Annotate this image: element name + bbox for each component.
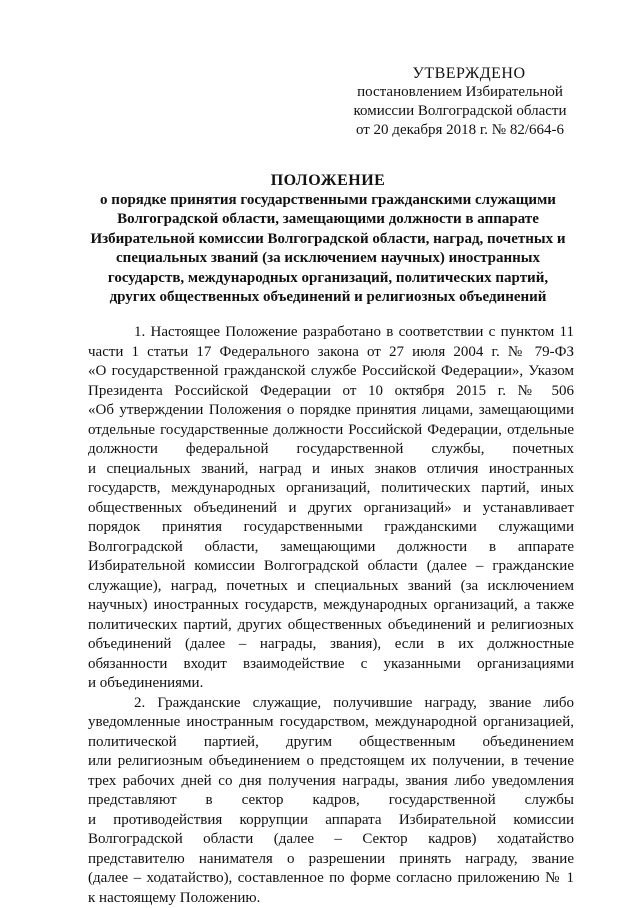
title-line: специальных званий (за исключением научных) иностранных — [88, 249, 568, 269]
paragraph-line: трех рабочих дней со дня получения награды, звания либо уведомления — [88, 772, 574, 792]
paragraph-line: политических партий, других общественных объединений и религиозных — [88, 616, 574, 636]
paragraph-line: (далее – ходатайство), составленное по форме согласно приложению № 1 — [88, 869, 574, 889]
paragraph-line: государств, международных организаций, политических партий, иных — [88, 479, 574, 499]
paragraph-line: объединений (далее – награды, звания), если в их должностные — [88, 635, 574, 655]
paragraph-line: или религиозным объединением о предстоящем их получении, в течение — [88, 752, 574, 772]
paragraph-line: политической партией, другим общественным объединением — [88, 733, 574, 753]
paragraph-2 — [88, 694, 574, 908]
title-line: Избирательной комиссии Волгоградской области, наград, почетных и — [88, 230, 568, 250]
paragraph-line: обязанности входит взаимодействие с указанными организациями — [88, 655, 574, 675]
approval-line: постановлением Избирательной — [330, 83, 590, 102]
paragraph-line: Волгоградской области (далее – Сектор кадров) ходатайство — [88, 830, 574, 850]
paragraph-line: Волгоградской области, замещающими должности в аппарате — [88, 538, 574, 558]
paragraph-line: 2. Гражданские служащие, получившие награду, звание либо — [88, 694, 574, 714]
paragraph-line: Президента Российской Федерации от 10 октября 2015 г. № 506 — [88, 382, 574, 402]
paragraph-line: уведомленные иностранным государством, международной организацией, — [88, 713, 574, 733]
paragraph-1 — [88, 323, 574, 694]
document-title-block — [88, 171, 568, 308]
document-body — [88, 323, 574, 908]
paragraph-line: порядок принятия государственными гражданскими служащими — [88, 518, 574, 538]
paragraph-line: части 1 статьи 17 Федерального закона от 27 июля 2004 г. № 79-ФЗ — [88, 343, 574, 363]
paragraph-line: «Об утверждении Положения о порядке принятия лицами, замещающими — [88, 401, 574, 421]
paragraph-line: к настоящему Положению. — [88, 889, 574, 908]
document-title: ПОЛОЖЕНИЕ — [88, 171, 568, 191]
paragraph-line: представителю нанимателя о разрешении принять награду, звание — [88, 850, 574, 870]
paragraph-line: служащие), наград, почетных и специальных званий (за исключением — [88, 577, 574, 597]
paragraph-line: Избирательной комиссии Волгоградской области (далее – гражданские — [88, 557, 574, 577]
paragraph-line: и противодействия коррупции аппарата Избирательной комиссии — [88, 811, 574, 831]
approval-heading: УТВЕРЖДЕНО — [348, 64, 590, 83]
title-line: о порядке принятия государственными гражданскими служащими — [88, 191, 568, 211]
paragraph-line: представляют в сектор кадров, государственной службы — [88, 791, 574, 811]
paragraph-line: 1. Настоящее Положение разработано в соответствии с пунктом 11 — [88, 323, 574, 343]
paragraph-line: научных) иностранных государств, международных организаций, а также — [88, 596, 574, 616]
title-line: других общественных объединений и религиозных объединений — [88, 288, 568, 308]
paragraph-line: и специальных званий, наград и иных знаков отличия иностранных — [88, 460, 574, 480]
approval-line: от 20 декабря 2018 г. № 82/664-6 — [330, 121, 590, 140]
approval-line: комиссии Волгоградской области — [330, 102, 590, 121]
title-line: Волгоградской области, замещающими должности в аппарате — [88, 210, 568, 230]
paragraph-line: должности федеральной государственной службы, почетных — [88, 440, 574, 460]
title-line: государств, международных организаций, политических партий, — [88, 269, 568, 289]
paragraph-line: отдельные государственные должности Российской Федерации, отдельные — [88, 421, 574, 441]
paragraph-line: «О государственной гражданской службе Российской Федерации», Указом — [88, 362, 574, 382]
approval-block — [330, 64, 590, 140]
paragraph-line: и объединениями. — [88, 674, 574, 694]
paragraph-line: общественных объединений и других организаций» и устанавливает — [88, 499, 574, 519]
